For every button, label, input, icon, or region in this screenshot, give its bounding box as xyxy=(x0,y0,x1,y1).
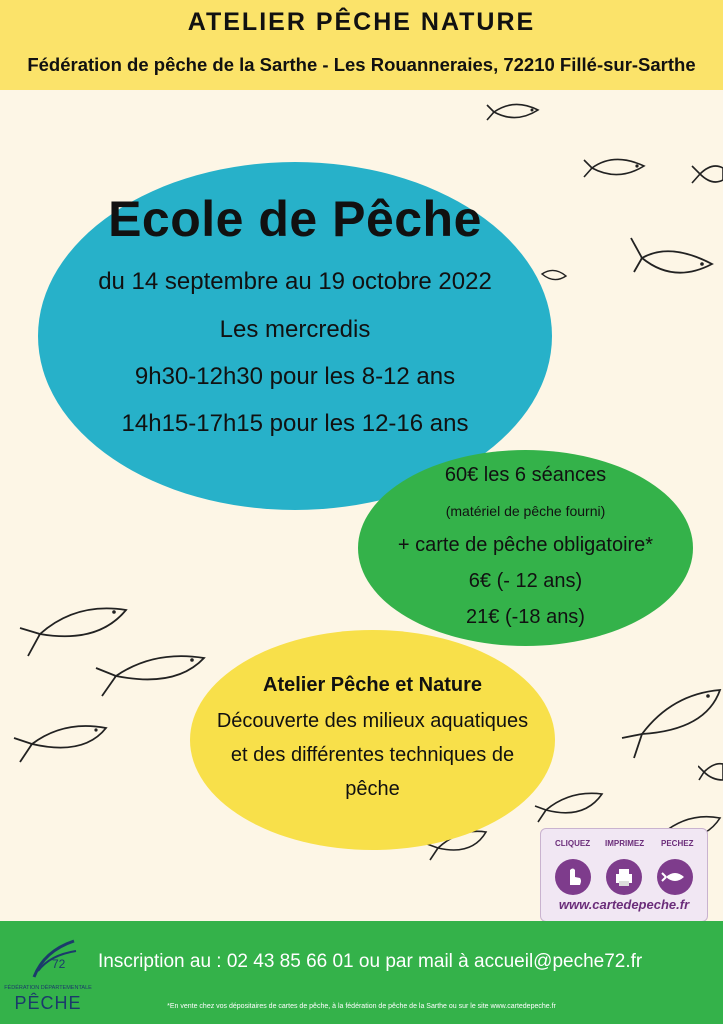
atelier-line-1: Découverte des milieux aquatiques xyxy=(216,710,529,732)
fish-icon xyxy=(582,150,652,186)
ecole-slot-afternoon: 14h15-17h15 pour les 12-16 ans xyxy=(121,410,469,437)
fish-logo-icon xyxy=(4,927,92,987)
badge-site: www.cartedepeche.fr xyxy=(558,897,690,912)
poster-subtitle: Fédération de pêche de la Sarthe - Les Rouanneraies, 72210 Fillé-sur-Sarthe xyxy=(27,54,696,75)
tarif-under-12: 6€ (- 12 ans) xyxy=(468,570,583,592)
atelier-bubble xyxy=(190,630,555,850)
inscription-contact: Inscription au : 02 43 85 66 01 ou par mail à accueil@peche72.fr xyxy=(98,951,643,972)
atelier-line-2: et des différentes techniques de xyxy=(230,744,515,766)
header-banner xyxy=(0,0,723,90)
cartedepeche-badge[interactable] xyxy=(540,828,708,922)
tarif-carte: + carte de pêche obligatoire* xyxy=(397,534,654,556)
fish-icon xyxy=(628,232,718,288)
fish-icon xyxy=(698,756,723,786)
fish-icon xyxy=(12,716,110,766)
tarif-material: (matériel de pêche fourni) xyxy=(445,503,606,519)
logo-federation: FÉDÉRATION DÉPARTEMENTALE xyxy=(4,985,92,991)
logo-name: PÊCHE xyxy=(14,993,82,1013)
atelier-title: Atelier Pêche et Nature xyxy=(263,674,482,696)
badge-step-print: IMPRIMEZ xyxy=(605,839,645,848)
fish-icon xyxy=(620,684,723,762)
tarif-price: 60€ les 6 séances xyxy=(444,464,607,486)
fish-icon xyxy=(486,96,546,128)
ecole-title: Ecole de Pêche xyxy=(108,191,482,247)
tarif-under-18: 21€ (-18 ans) xyxy=(466,606,585,628)
ecole-days: Les mercredis xyxy=(219,316,371,343)
ecole-dates: du 14 septembre au 19 octobre 2022 xyxy=(98,268,492,295)
footer-banner xyxy=(0,921,723,1024)
logo-number: 72 xyxy=(52,957,66,971)
atelier-line-3: pêche xyxy=(345,778,400,800)
printer-icon xyxy=(606,859,642,895)
fish-icon xyxy=(690,158,723,190)
ecole-slot-morning: 9h30-12h30 pour les 8-12 ans xyxy=(134,363,456,390)
badge-step-fish: PECHEZ xyxy=(661,839,694,848)
tarifs-bubble xyxy=(358,450,693,646)
poster-title: ATELIER PÊCHE NATURE xyxy=(187,8,536,36)
footer-note: *En vente chez vos dépositaires de cartes de pêche, à la fédération de pêche de la Sarthe ou sur le site www.cartedepeche.fr xyxy=(167,1003,556,1010)
badge-step-click: CLIQUEZ xyxy=(555,839,591,848)
fish-badge-icon xyxy=(657,859,693,895)
hand-pointer-icon xyxy=(555,859,591,895)
